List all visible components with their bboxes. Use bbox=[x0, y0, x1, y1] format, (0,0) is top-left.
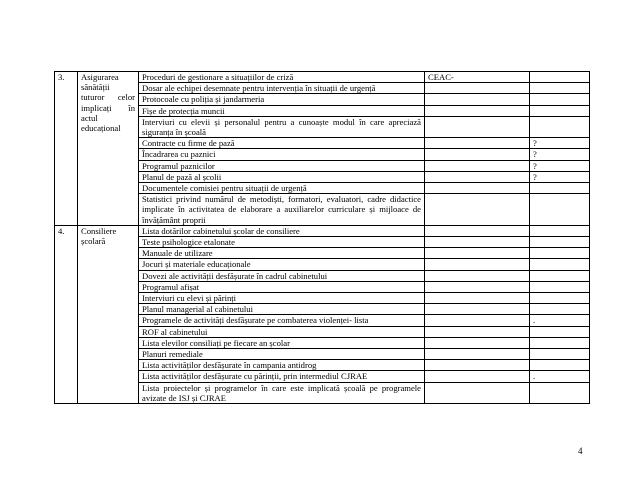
status-mark bbox=[530, 337, 590, 348]
responsible-cell bbox=[425, 149, 530, 160]
responsible-cell bbox=[425, 349, 530, 360]
evidence-item: Planuri remediale bbox=[139, 349, 425, 360]
status-mark: . bbox=[530, 371, 590, 382]
responsible-cell bbox=[425, 138, 530, 149]
evidence-item: Planul managerial al cabinetului bbox=[139, 304, 425, 315]
evidence-item: Planul de pază al școlii bbox=[139, 171, 425, 182]
responsible-cell bbox=[425, 315, 530, 326]
section-number: 4. bbox=[55, 225, 78, 403]
status-mark bbox=[530, 194, 590, 226]
status-mark bbox=[530, 105, 590, 116]
evidence-item: Programul paznicilor bbox=[139, 160, 425, 171]
evidence-item: Programul afișat bbox=[139, 281, 425, 292]
table-row bbox=[55, 225, 590, 236]
evidence-item: Interviuri cu elevi și părinți bbox=[139, 293, 425, 304]
evidence-table bbox=[54, 71, 590, 404]
status-mark bbox=[530, 360, 590, 371]
responsible-cell bbox=[425, 270, 530, 281]
evidence-item: Contracte cu firme de pază bbox=[139, 138, 425, 149]
responsible-cell bbox=[425, 248, 530, 259]
responsible-cell bbox=[425, 326, 530, 337]
evidence-item: Statistici privind numărul de metodiști, formatori, evaluatori, cadre didactice implicate în activitatea de elaborare a auxiliarelor curriculare și mijloace de învățământ proprii bbox=[139, 194, 425, 226]
status-mark bbox=[530, 116, 590, 137]
evidence-item: Dosar ale echipei desemnate pentru intervenția în situații de urgență bbox=[139, 83, 425, 94]
status-mark: ? bbox=[530, 149, 590, 160]
table-row bbox=[55, 72, 590, 83]
responsible-cell bbox=[425, 382, 530, 403]
evidence-item: Dovezi ale activității desfășurate în cadrul cabinetului bbox=[139, 270, 425, 281]
evidence-item: Interviuri cu elevii și personalul pentru a cunoaște modul în care apreciază siguranța în școală bbox=[139, 116, 425, 137]
evidence-item: Lista activităților desfășurate cu părinții, prin intermediul CJRAE bbox=[139, 371, 425, 382]
status-mark bbox=[530, 94, 590, 105]
status-mark bbox=[530, 225, 590, 236]
responsible-cell bbox=[425, 94, 530, 105]
status-mark bbox=[530, 72, 590, 83]
responsible-cell bbox=[425, 337, 530, 348]
status-mark bbox=[530, 349, 590, 360]
status-mark bbox=[530, 293, 590, 304]
evidence-item: Încadrarea cu paznici bbox=[139, 149, 425, 160]
status-mark bbox=[530, 382, 590, 403]
section-title: Asigurarea sănătății tuturor celor implicați în actul educațional bbox=[78, 72, 139, 226]
section-title: Consiliere școlară bbox=[78, 225, 139, 403]
responsible-cell bbox=[425, 293, 530, 304]
status-mark bbox=[530, 281, 590, 292]
evidence-item: Lista proiectelor și programelor în care este implicată școală pe programele avizate de ISJ și CJRAE bbox=[139, 382, 425, 403]
responsible-cell bbox=[425, 304, 530, 315]
responsible-cell bbox=[425, 83, 530, 94]
status-mark bbox=[530, 270, 590, 281]
responsible-cell bbox=[425, 160, 530, 171]
evidence-item: Manuale de utilizare bbox=[139, 248, 425, 259]
responsible-cell bbox=[425, 171, 530, 182]
status-mark bbox=[530, 83, 590, 94]
responsible-cell bbox=[425, 371, 530, 382]
status-mark bbox=[530, 237, 590, 248]
status-mark bbox=[530, 248, 590, 259]
status-mark: ? bbox=[530, 138, 590, 149]
responsible-cell bbox=[425, 281, 530, 292]
status-mark bbox=[530, 304, 590, 315]
status-mark bbox=[530, 326, 590, 337]
evidence-item: Proceduri de gestionare a situațiilor de criză bbox=[139, 72, 425, 83]
responsible-cell bbox=[425, 225, 530, 236]
section-number: 3. bbox=[55, 72, 78, 226]
responsible-cell bbox=[425, 183, 530, 194]
status-mark bbox=[530, 259, 590, 270]
evidence-item: Lista activităților desfășurate în campania antidrog bbox=[139, 360, 425, 371]
status-mark: ? bbox=[530, 160, 590, 171]
page-number: 4 bbox=[578, 446, 583, 456]
status-mark bbox=[530, 183, 590, 194]
evidence-item: Lista dotărilor cabinetului școlar de consiliere bbox=[139, 225, 425, 236]
evidence-item: Teste psihologice etalonate bbox=[139, 237, 425, 248]
evidence-item: ROF al cabinetului bbox=[139, 326, 425, 337]
responsible-cell: CEAC- bbox=[425, 72, 530, 83]
responsible-cell bbox=[425, 259, 530, 270]
responsible-cell bbox=[425, 116, 530, 137]
evidence-item: Fișe de protecția muncii bbox=[139, 105, 425, 116]
evidence-item: Lista elevilor consiliați pe fiecare an școlar bbox=[139, 337, 425, 348]
status-mark: ? bbox=[530, 171, 590, 182]
responsible-cell bbox=[425, 360, 530, 371]
status-mark: . bbox=[530, 315, 590, 326]
evidence-item: Documentele comisiei pentru situații de urgență bbox=[139, 183, 425, 194]
responsible-cell bbox=[425, 194, 530, 226]
evidence-item: Jocuri și materiale educaționale bbox=[139, 259, 425, 270]
evidence-item: Programele de activități desfășurate pe combaterea violenței- lista bbox=[139, 315, 425, 326]
responsible-cell bbox=[425, 237, 530, 248]
responsible-cell bbox=[425, 105, 530, 116]
evidence-item: Protocoale cu poliția și jandarmeria bbox=[139, 94, 425, 105]
